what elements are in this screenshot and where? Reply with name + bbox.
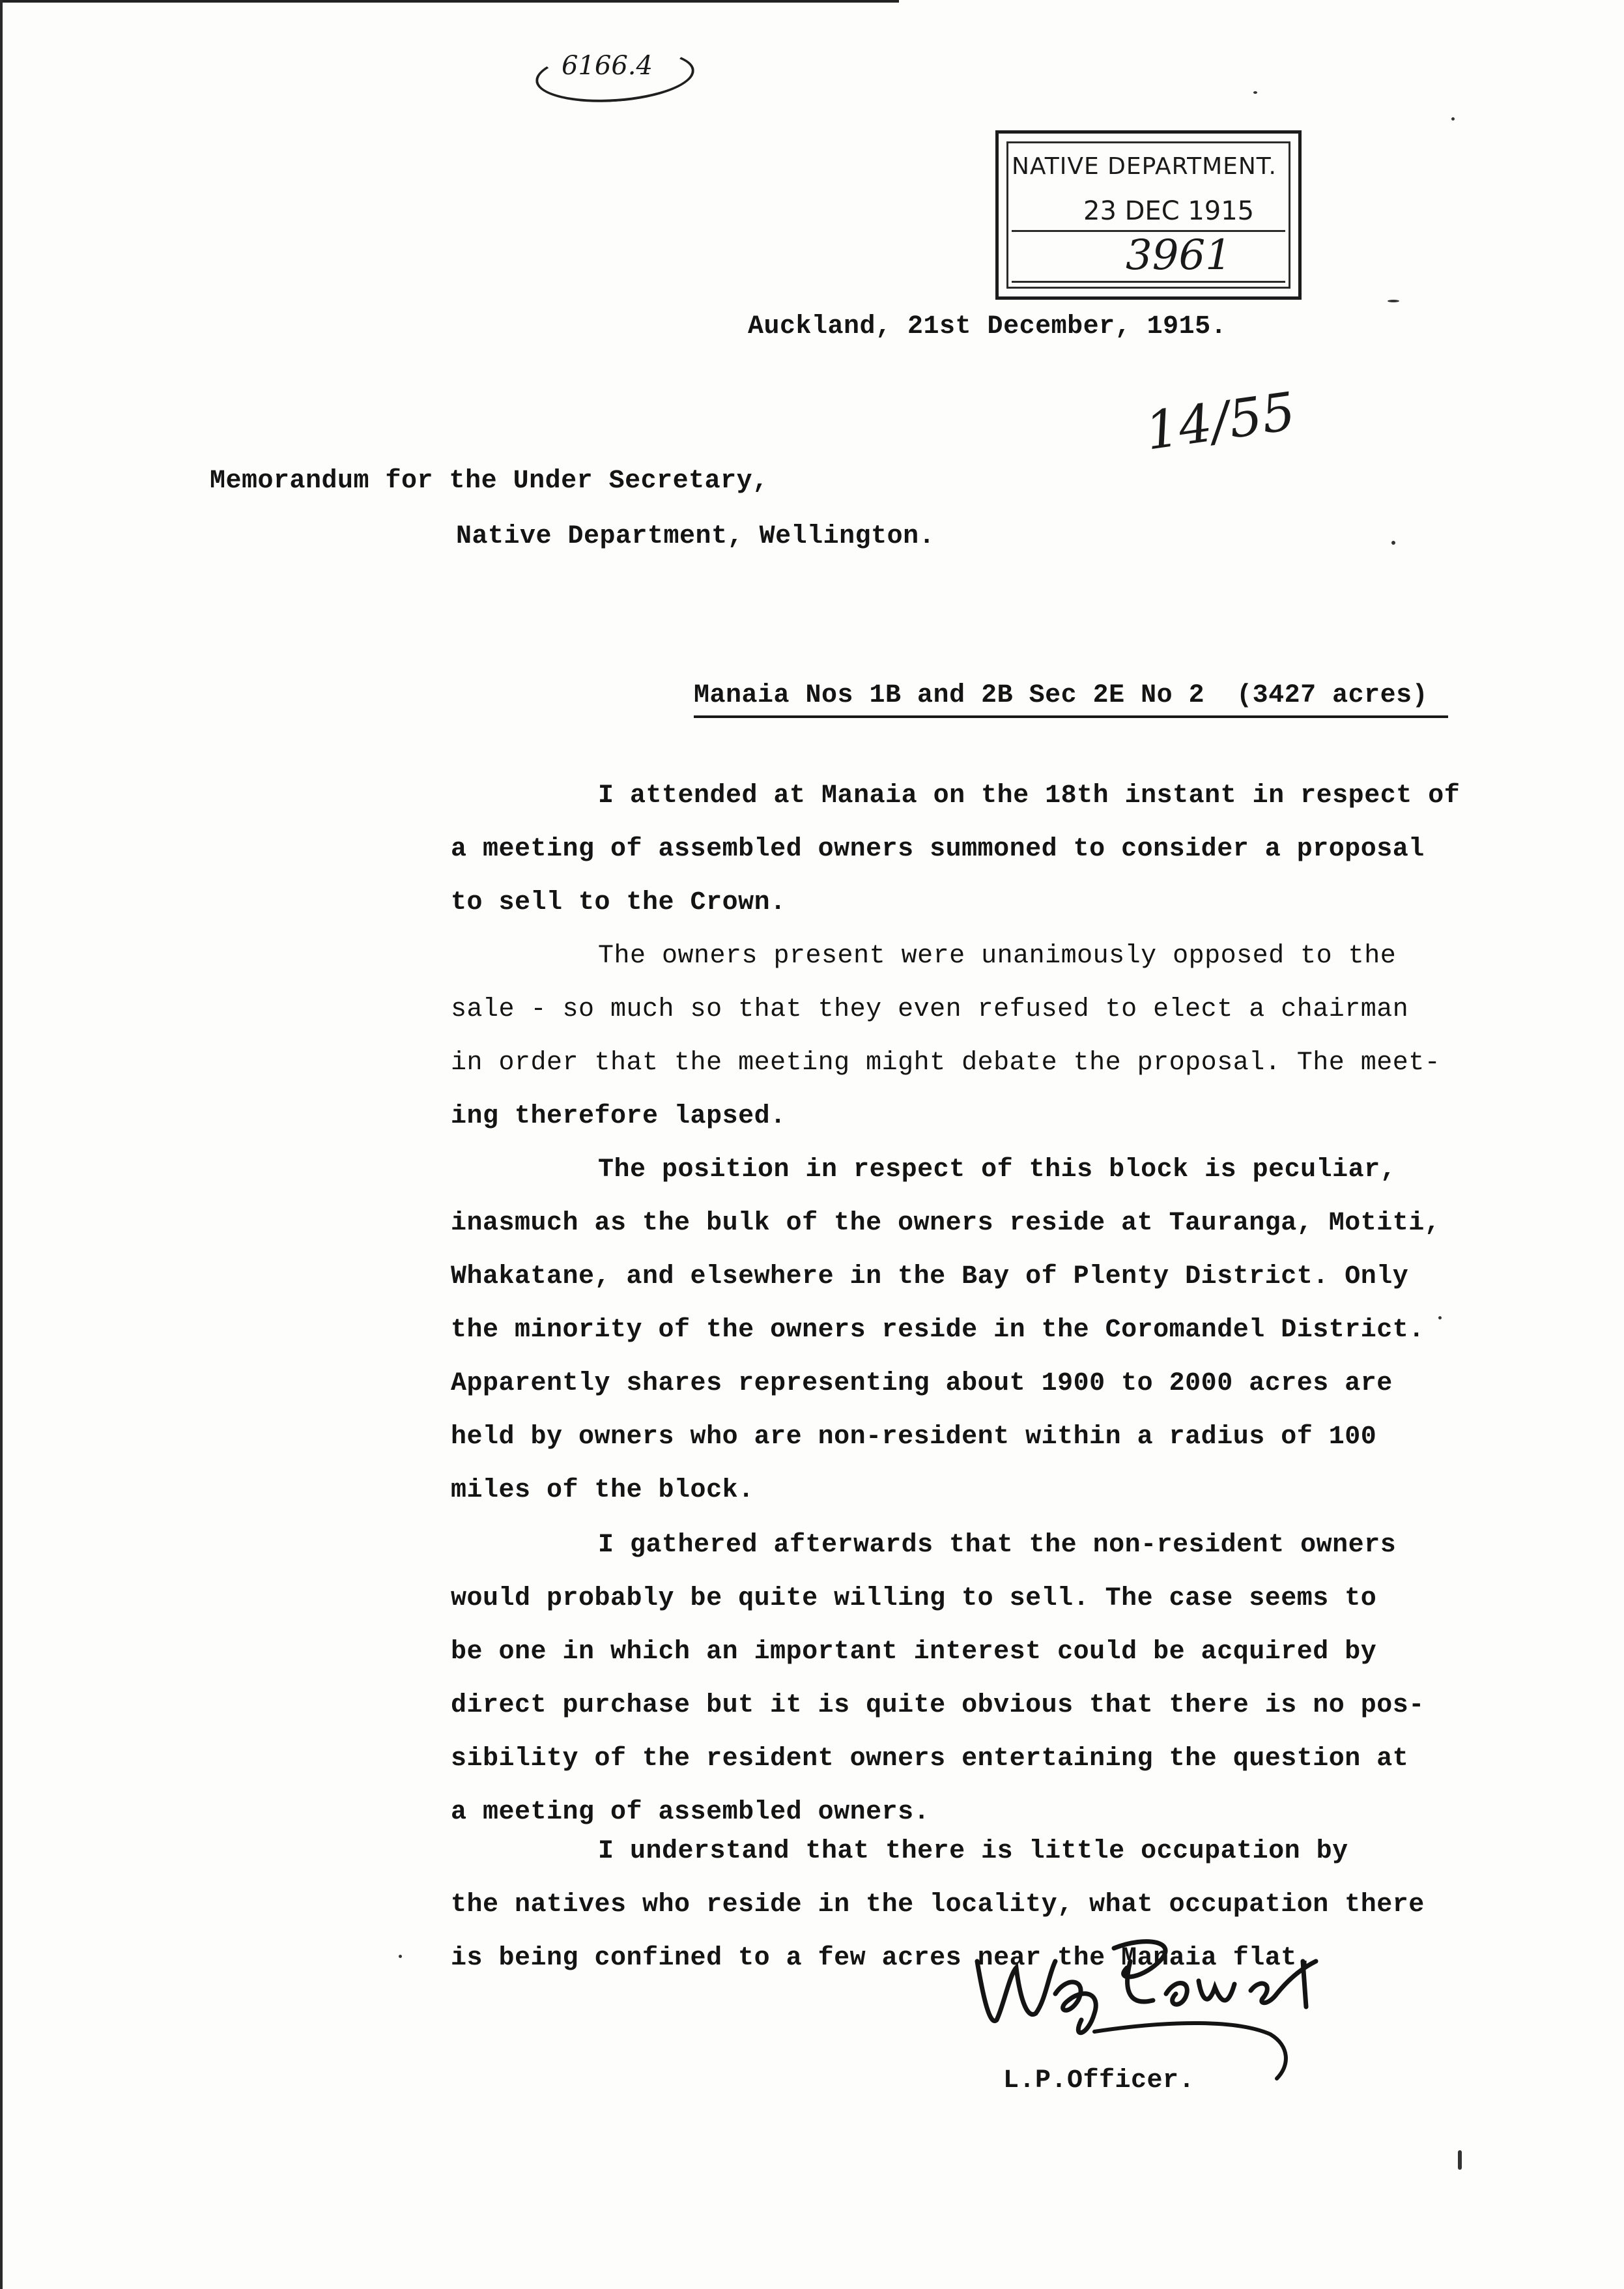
scan-speck	[1388, 300, 1399, 302]
body-line: Apparently shares representing about 1900 to 2000 acres are	[451, 1369, 1393, 1398]
scan-speck	[1438, 1316, 1442, 1319]
addressee-line-1: Memorandum for the Under Secretary,	[210, 467, 769, 496]
scan-speck	[1253, 91, 1257, 94]
stamp-date: 23 DEC 1915	[1083, 196, 1255, 226]
body-line: the minority of the owners reside in the Coromandel District.	[451, 1316, 1425, 1345]
place-date: Auckland, 21st December, 1915.	[748, 312, 1227, 341]
stamp-number: 3961	[1126, 231, 1232, 280]
subject-heading: Manaia Nos 1B and 2B Sec 2E No 2 (3427 acres)	[694, 681, 1429, 710]
reference-number: 6166.4	[562, 51, 653, 81]
body-line: I gathered afterwards that the non-resident owners	[598, 1531, 1397, 1560]
page-edge-left	[0, 0, 3, 2289]
body-line: inasmuch as the bulk of the owners reside at Tauranga, Motiti,	[451, 1209, 1441, 1238]
body-line: the natives who reside in the locality, what occupation there	[451, 1890, 1425, 1920]
addressee-line-2: Native Department, Wellington.	[456, 522, 935, 551]
body-line: I attended at Manaia on the 18th instant in respect of	[598, 781, 1460, 811]
body-line: be one in which an important interest could be acquired by	[451, 1637, 1377, 1667]
body-line: to sell to the Crown.	[451, 888, 786, 917]
body-line: in order that the meeting might debate the proposal. The meet-	[451, 1048, 1441, 1078]
scan-speck	[1391, 541, 1395, 545]
body-line: sale - so much so that they even refused to elect a chairman	[451, 995, 1409, 1024]
body-line: sibility of the resident owners entertaining the question at	[451, 1744, 1409, 1774]
stamp-rule-lower	[1012, 281, 1285, 283]
body-line: direct purchase but it is quite obvious that there is no pos-	[451, 1691, 1425, 1720]
scan-speck	[1451, 117, 1455, 121]
page-edge-top	[0, 0, 899, 3]
body-line: ing therefore lapsed.	[451, 1102, 786, 1131]
file-number: 14/55	[1141, 381, 1299, 462]
body-line: a meeting of assembled owners summoned to consider a proposal	[451, 835, 1425, 864]
body-line: Whakatane, and elsewhere in the Bay of Plenty District. Only	[451, 1262, 1409, 1291]
body-line: The position in respect of this block is peculiar,	[598, 1155, 1397, 1185]
body-line: The owners present were unanimously opposed to the	[598, 942, 1397, 971]
scan-speck	[399, 1955, 402, 1958]
body-line: I understand that there is little occupation by	[598, 1837, 1348, 1866]
signer-title: L.P.Officer.	[1003, 2066, 1195, 2095]
body-line: would probably be quite willing to sell. The case seems to	[451, 1584, 1377, 1613]
subject-underline	[694, 715, 1448, 718]
stamp-title: NATIVE DEPARTMENT.	[1012, 153, 1277, 180]
received-stamp	[995, 130, 1302, 300]
body-line: held by owners who are non-resident within a radius of 100	[451, 1422, 1377, 1452]
body-line: miles of the block.	[451, 1476, 754, 1505]
body-line: is being confined to a few acres near the Manaia flat.	[451, 1944, 1313, 1973]
body-line: a meeting of assembled owners.	[451, 1798, 930, 1827]
scan-speck	[1458, 2150, 1462, 2170]
